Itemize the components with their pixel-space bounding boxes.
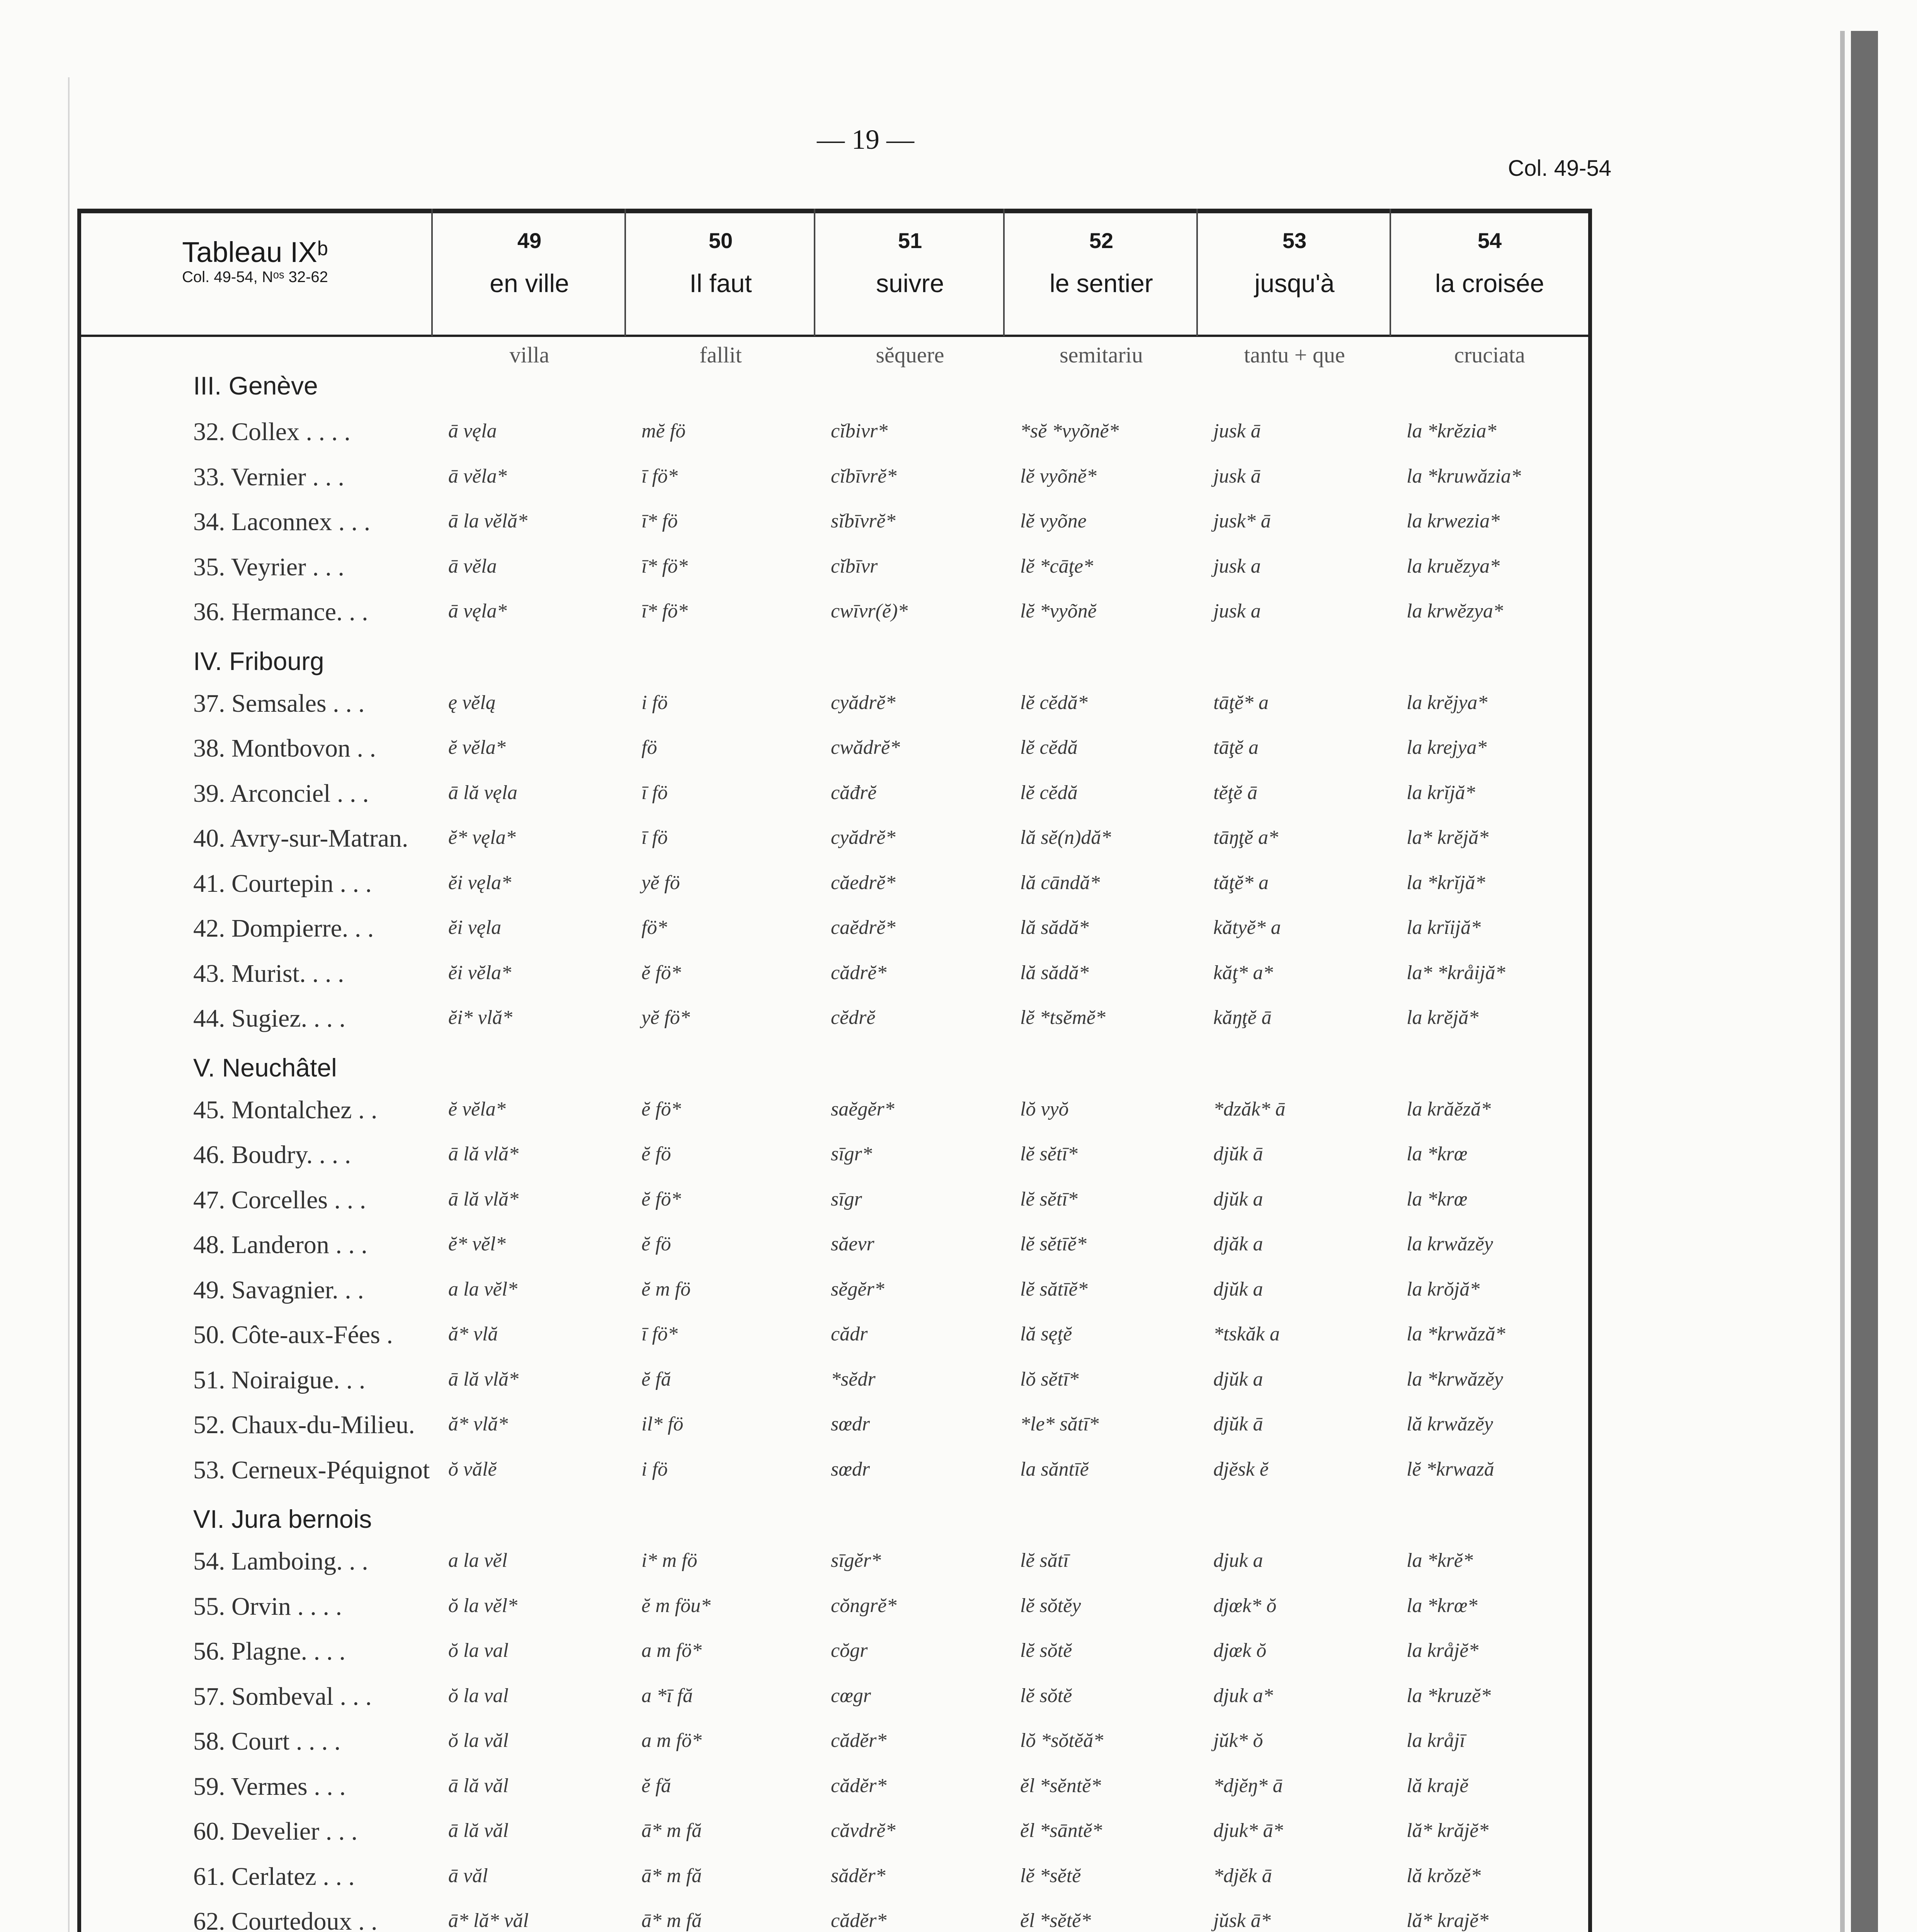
column-header — [1198, 228, 1391, 298]
column-reference: Col. 49-54 — [1508, 156, 1611, 181]
column-header — [626, 228, 815, 298]
dialect-form: a *ī fă — [641, 1684, 693, 1707]
locality-label: 34. Laconnex . . . — [193, 508, 371, 536]
column-word: Il faut — [689, 269, 752, 298]
dialect-form: la krĕjya* — [1407, 691, 1488, 714]
dialect-form: ā vęla — [448, 420, 497, 442]
section-heading: III. Genève — [193, 371, 318, 400]
locality-label: 47. Corcelles . . . — [193, 1185, 366, 1214]
table-top-border — [77, 209, 1592, 213]
dialect-form: ĕ m fö — [641, 1278, 691, 1300]
table-row — [77, 1547, 1592, 1592]
table-row — [77, 1320, 1592, 1365]
dialect-form: ī fö — [641, 827, 668, 849]
dialect-form: la *krœ* — [1407, 1594, 1478, 1617]
table-row — [77, 417, 1592, 462]
dialect-form: jusk a — [1213, 600, 1261, 622]
dialect-form: *tskăk a — [1213, 1323, 1280, 1345]
locality-label: 37. Semsales . . . — [193, 689, 365, 718]
dialect-form: caĕdrĕ* — [831, 917, 896, 939]
dialect-form: ŏ la vĕl* — [448, 1594, 518, 1617]
table-row — [77, 1862, 1592, 1907]
table-row — [77, 1907, 1592, 1932]
dialect-form: i fö — [641, 691, 668, 714]
dialect-form: ā văl — [448, 1864, 488, 1887]
dialect-form: cyădrĕ* — [831, 827, 896, 849]
dialect-form: ī* fö — [641, 510, 678, 532]
dialect-form: la kruĕzya* — [1407, 555, 1500, 577]
column-number: 50 — [708, 228, 733, 253]
column-number: 53 — [1282, 228, 1307, 253]
table-subtitle: Col. 49-54, Nᵒˢ 32-62 — [182, 269, 328, 286]
dialect-form: la *krĕ* — [1407, 1549, 1473, 1571]
dialect-form: a m fö* — [641, 1730, 702, 1752]
dialect-form: cădĕr* — [831, 1774, 887, 1797]
latin-etymon: cruciata — [1454, 342, 1525, 367]
dialect-form: tăţĕ* a — [1213, 871, 1269, 894]
dialect-form: djuk* ā* — [1213, 1820, 1283, 1842]
locality-label: 58. Court . . . . — [193, 1727, 341, 1755]
table-row — [77, 553, 1592, 597]
table-row — [77, 1276, 1592, 1320]
dialect-form: ā* m fă — [641, 1820, 702, 1842]
dialect-form: ĕi vęla* — [448, 871, 512, 894]
column-word: le sentier — [1050, 269, 1153, 298]
dialect-form: la *krĕzia* — [1407, 420, 1497, 442]
dialect-form: lŏ vyŏ — [1020, 1098, 1069, 1120]
dialect-form: il* fö — [641, 1413, 684, 1435]
dialect-form: yĕ fö* — [641, 1007, 690, 1029]
latin-etymon: villa — [509, 342, 549, 367]
dialect-form: ī fö* — [641, 465, 678, 487]
locality-label: 32. Collex . . . . — [193, 418, 350, 446]
locality-label: 50. Côte-aux-Fées . — [193, 1321, 393, 1349]
dialect-form: la săntīĕ — [1020, 1458, 1089, 1480]
dialect-form: la *kruzĕ* — [1407, 1684, 1491, 1707]
column-header — [433, 228, 626, 298]
dialect-form: ā* lă* văl — [448, 1910, 529, 1932]
dialect-form: lă krajĕ — [1407, 1774, 1469, 1797]
locality-label: 46. Boudry. . . . — [193, 1141, 351, 1169]
dialect-form: ă* vlă* — [448, 1413, 508, 1435]
table-row — [77, 824, 1592, 869]
dialect-form: lă krwăzĕy — [1407, 1413, 1493, 1435]
dialect-form: lĕ *krwază — [1407, 1458, 1494, 1480]
dialect-form: ā vęla* — [448, 600, 507, 622]
table-row — [77, 869, 1592, 914]
dialect-form: *sĕdr — [831, 1368, 876, 1390]
dialect-form: lŏ *sŏtĕă* — [1020, 1730, 1104, 1752]
dialect-form: ĕ* vęla* — [448, 827, 516, 849]
table-row — [77, 1230, 1592, 1275]
dialect-form: i fö — [641, 1458, 668, 1480]
header-divider — [77, 335, 1592, 337]
dialect-form: *le* sătī* — [1020, 1413, 1099, 1435]
table-row — [77, 1456, 1592, 1500]
dialect-form: tĕţĕ ā — [1213, 781, 1258, 804]
locality-label: 33. Vernier . . . — [193, 463, 345, 491]
dialect-form: ĕ fă — [641, 1774, 671, 1797]
dialect-form: *djĕŋ* ā — [1213, 1774, 1283, 1797]
locality-label: 42. Dompierre. . . — [193, 914, 374, 942]
table-row — [77, 1095, 1592, 1140]
dialect-form: djŭk a — [1213, 1278, 1263, 1300]
locality-label: 60. Develier . . . — [193, 1817, 358, 1845]
dialect-form: la *krœ — [1407, 1188, 1468, 1210]
dialect-form: lĕ vyõne — [1020, 510, 1087, 532]
dialect-form: la* krĕjă* — [1407, 827, 1489, 849]
page-number: — 19 — — [817, 124, 914, 155]
dialect-form: la krwezia* — [1407, 510, 1500, 532]
table-row — [77, 1592, 1592, 1637]
dialect-form: lĕ sŏtĕy — [1020, 1594, 1081, 1617]
dialect-form: kătyĕ* a — [1213, 917, 1281, 939]
dialect-form: la *krwăzĕy — [1407, 1368, 1503, 1390]
latin-etymon: semitariu — [1060, 342, 1143, 367]
dialect-form: lĕ *cāţe* — [1020, 555, 1094, 577]
dialect-form: cyădrĕ* — [831, 691, 896, 714]
dialect-form: ā lă vęla — [448, 781, 518, 804]
dialect-form: ĕ vĕla* — [448, 736, 506, 759]
dialect-form: cădĕr* — [831, 1910, 887, 1932]
dialect-form: la krĭjă* — [1407, 781, 1475, 804]
dialect-form: ī fö* — [641, 1323, 678, 1345]
dialect-form: săevr — [831, 1233, 874, 1255]
dialect-form: ĕ* vĕl* — [448, 1233, 506, 1255]
dialect-form: kăţ* a* — [1213, 961, 1273, 984]
dialect-form: lĕ sătī — [1020, 1549, 1069, 1571]
dialect-form: lă sęţĕ — [1020, 1323, 1072, 1345]
dialect-form: kăŋţĕ ā — [1213, 1007, 1272, 1029]
dialect-form: jusk a — [1213, 555, 1261, 577]
dialect-form: cădr — [831, 1323, 868, 1345]
dialect-form: ĕ fö* — [641, 1188, 681, 1210]
dialect-form: lĕ vyõnĕ* — [1020, 465, 1097, 487]
dialect-form: lĕ *sĕtĕ — [1020, 1864, 1081, 1887]
locality-label: 41. Courtepin . . . — [193, 869, 372, 898]
dialect-form: saĕgĕr* — [831, 1098, 895, 1120]
dialect-form: djŭk a — [1213, 1188, 1263, 1210]
locality-label: 51. Noiraigue. . . — [193, 1366, 366, 1394]
dialect-form: sīgr — [831, 1188, 862, 1210]
dialect-form: la *kruwăzia* — [1407, 465, 1521, 487]
dialect-form: ŏ la văl — [448, 1730, 509, 1752]
column-word: la croisée — [1435, 269, 1544, 298]
dialect-form: la kråjī — [1407, 1730, 1465, 1752]
dialect-form: ĕ fö* — [641, 961, 681, 984]
dialect-form: ī* fö* — [641, 555, 688, 577]
locality-label: 57. Sombeval . . . — [193, 1682, 372, 1711]
locality-label: 54. Lamboing. . . — [193, 1547, 368, 1575]
dialect-form: ā lă vlă* — [448, 1368, 519, 1390]
dialect-form: djœk* ŏ — [1213, 1594, 1277, 1617]
locality-label: 38. Montbovon . . — [193, 734, 376, 762]
table-row — [77, 734, 1592, 779]
column-word: jusqu'à — [1254, 269, 1335, 298]
dialect-form: ĕ fö — [641, 1143, 671, 1165]
column-word: en ville — [490, 269, 569, 298]
dialect-form: la krĕjă* — [1407, 1007, 1479, 1029]
dialect-form: tāţĕ* a — [1213, 691, 1269, 714]
table-row — [77, 1817, 1592, 1862]
dialect-form: ĕ vĕla* — [448, 1098, 506, 1120]
column-number: 49 — [517, 228, 542, 253]
dialect-form: lă* krăjĕ* — [1407, 1820, 1489, 1842]
dialect-form: ā vĕla* — [448, 465, 507, 487]
dialect-form: sădĕr* — [831, 1864, 886, 1887]
dialect-form: mĕ fö — [641, 420, 686, 442]
dialect-form: la krĭijă* — [1407, 917, 1481, 939]
dialect-form: ā lă vlă* — [448, 1143, 519, 1165]
dialect-form: jusk ā — [1213, 420, 1261, 442]
dialect-form: ĕ m föu* — [641, 1594, 711, 1617]
table-title: Tableau IXᵇ — [182, 236, 328, 268]
dialect-form: lĕ sătīĕ* — [1020, 1278, 1088, 1300]
dialect-form: jŭsk ā* — [1213, 1910, 1271, 1932]
dialect-form: ā vĕla — [448, 555, 497, 577]
dialect-form: cwădrĕ* — [831, 736, 900, 759]
dialect-form: lă cāndă* — [1020, 871, 1100, 894]
latin-etymon: fallit — [699, 342, 742, 367]
table-row — [77, 779, 1592, 824]
dialect-form: ĕl *sĕntĕ* — [1020, 1774, 1101, 1797]
dialect-form: cĕdrĕ — [831, 1007, 876, 1029]
dialect-form: ā* m fă — [641, 1910, 702, 1932]
column-number: 52 — [1089, 228, 1114, 253]
dialect-form: ŏ vălĕ — [448, 1458, 497, 1480]
dialect-form: ā lă văl — [448, 1820, 509, 1842]
dialect-form: cœgr — [831, 1684, 871, 1707]
dialect-form: lĕ cĕdă* — [1020, 691, 1088, 714]
dialect-form: ĕi vęla — [448, 917, 502, 939]
table-row — [77, 463, 1592, 507]
dialect-form: cădrĕ* — [831, 961, 887, 984]
dialect-form: la krwĕzya* — [1407, 600, 1503, 622]
dialect-form: ĕi* vlă* — [448, 1007, 513, 1029]
dialect-form: cĭbīvrĕ* — [831, 465, 897, 487]
dialect-form: ĕ fö* — [641, 1098, 681, 1120]
dialect-form: lĕ cĕdă — [1020, 736, 1078, 759]
dialect-form: la* *kråijă* — [1407, 961, 1505, 984]
table-row — [77, 1637, 1592, 1682]
column-number: 54 — [1477, 228, 1502, 253]
dialect-form: djuk a — [1213, 1549, 1263, 1571]
dialect-form: *sĕ *vyõnĕ* — [1020, 420, 1119, 442]
dialect-form: djăk a — [1213, 1233, 1263, 1255]
locality-label: 52. Chaux-du-Milieu. — [193, 1411, 415, 1439]
dialect-form: la krwăzĕy — [1407, 1233, 1493, 1255]
dialect-form: ĕ fă — [641, 1368, 671, 1390]
dialect-form: ĕi vĕla* — [448, 961, 512, 984]
locality-label: 45. Montalchez . . — [193, 1095, 378, 1124]
left-margin-rule — [68, 77, 70, 1932]
dialect-form: lĕ sĕtīĕ* — [1020, 1233, 1087, 1255]
dialect-form: sœdr — [831, 1458, 870, 1480]
dialect-form: lĕ sĕtī* — [1020, 1188, 1078, 1210]
column-number: 51 — [898, 228, 922, 253]
dialect-form: lă sădă* — [1020, 961, 1089, 984]
dialect-form: la krejya* — [1407, 736, 1487, 759]
table-row — [77, 914, 1592, 959]
dialect-form: jusk* ā — [1213, 510, 1271, 532]
dialect-form: djŭk ā — [1213, 1143, 1263, 1165]
column-header — [1391, 228, 1588, 298]
table-row — [77, 1772, 1592, 1817]
dialect-form: lă sĕ(n)dă* — [1020, 827, 1111, 849]
dialect-form: ā* m fă — [641, 1864, 702, 1887]
locality-label: 35. Veyrier . . . — [193, 553, 345, 581]
dialect-form: ĕ fö — [641, 1233, 671, 1255]
dialect-form: i* m fö — [641, 1549, 697, 1571]
locality-label: 39. Arconciel . . . — [193, 779, 369, 808]
locality-label: 55. Orvin . . . . — [193, 1592, 342, 1621]
locality-label: 56. Plagne. . . . — [193, 1637, 346, 1665]
table-row — [77, 597, 1592, 642]
dialect-form: ĕl *sāntĕ* — [1020, 1820, 1102, 1842]
latin-etymon: tantu + que — [1244, 342, 1345, 367]
table-row — [77, 1682, 1592, 1727]
dialect-form: la kråjĕ* — [1407, 1639, 1479, 1662]
dialect-form: lă sădă* — [1020, 917, 1089, 939]
table-row — [77, 507, 1592, 552]
dialect-form: lă* krajĕ* — [1407, 1910, 1489, 1932]
data-table — [77, 209, 1592, 1932]
dialect-form: djĕsk ĕ — [1213, 1458, 1269, 1480]
dialect-form: jusk ā — [1213, 465, 1261, 487]
column-header — [815, 228, 1005, 298]
dialect-form: la krŏjă* — [1407, 1278, 1480, 1300]
table-row — [77, 1727, 1592, 1772]
dialect-form: *dzăk* ā — [1213, 1098, 1286, 1120]
locality-label: 49. Savagnier. . . — [193, 1276, 364, 1304]
locality-label: 53. Cerneux-Péquignot — [193, 1456, 430, 1484]
dialect-form: sĭbīvrĕ* — [831, 510, 896, 532]
dialect-form: a la vĕl* — [448, 1278, 518, 1300]
dialect-form: yĕ fö — [641, 871, 680, 894]
latin-etymon: sĕquere — [876, 342, 944, 367]
dialect-form: lĕ sŏtĕ — [1020, 1639, 1072, 1662]
dialect-form: lĕ cĕdă — [1020, 781, 1078, 804]
table-row — [77, 959, 1592, 1004]
dialect-form: ī* fö* — [641, 600, 688, 622]
locality-label: 40. Avry-sur-Matran. — [193, 824, 408, 852]
dialect-form: ī fö — [641, 781, 668, 804]
dialect-form: ā lă văl — [448, 1774, 509, 1797]
dialect-form: lĕ *tsĕmĕ* — [1020, 1007, 1106, 1029]
locality-label: 61. Cerlatez . . . — [193, 1862, 355, 1891]
dialect-form: sīgĕr* — [831, 1549, 881, 1571]
dialect-form: cĭbīvr — [831, 555, 878, 577]
dialect-form: *djĕk ā — [1213, 1864, 1272, 1887]
table-title-block — [81, 236, 429, 286]
table-row — [77, 1410, 1592, 1455]
dialect-form: ā lă vlă* — [448, 1188, 519, 1210]
dialect-form: ā la vĕlă* — [448, 510, 528, 532]
dialect-form: ŏ la val — [448, 1684, 509, 1707]
dialect-form: cădĕr* — [831, 1730, 887, 1752]
dialect-form: ę vĕlą — [448, 691, 496, 714]
dialect-form: lĕ sŏtĕ — [1020, 1684, 1072, 1707]
dialect-form: sœdr — [831, 1413, 870, 1435]
column-header — [1005, 228, 1198, 298]
dialect-form: ĕl *sĕtĕ* — [1020, 1910, 1091, 1932]
column-word: suivre — [876, 269, 944, 298]
dialect-form: căedrĕ* — [831, 871, 896, 894]
dialect-form: sīgr* — [831, 1143, 872, 1165]
table-row — [77, 689, 1592, 734]
locality-label: 62. Courtedoux . . — [193, 1907, 378, 1932]
dialect-form: djœk ŏ — [1213, 1639, 1267, 1662]
binding-edge-light — [1840, 31, 1845, 1932]
dialect-form: la *krwăză* — [1407, 1323, 1505, 1345]
dialect-form: căvdrĕ* — [831, 1820, 896, 1842]
dialect-form: la krăĕză* — [1407, 1098, 1491, 1120]
dialect-form: lŏ sĕtī* — [1020, 1368, 1079, 1390]
dialect-form: djŭk a — [1213, 1368, 1263, 1390]
table-row — [77, 1004, 1592, 1049]
section-heading: VI. Jura bernois — [193, 1505, 372, 1533]
binding-edge — [1851, 31, 1878, 1932]
dialect-form: djŭk ā — [1213, 1413, 1263, 1435]
locality-label: 59. Vermes . . . — [193, 1772, 346, 1801]
dialect-form: lă krŏzĕ* — [1407, 1864, 1481, 1887]
dialect-form: lĕ sĕtī* — [1020, 1143, 1078, 1165]
locality-label: 43. Murist. . . . — [193, 959, 344, 988]
dialect-form: a la vĕl — [448, 1549, 508, 1571]
dialect-form: djuk a* — [1213, 1684, 1273, 1707]
dialect-form: fö — [641, 736, 657, 759]
locality-label: 44. Sugiez. . . . — [193, 1004, 346, 1032]
section-heading: IV. Fribourg — [193, 646, 324, 675]
dialect-form: jŭk* ŏ — [1213, 1730, 1263, 1752]
locality-label: 36. Hermance. . . — [193, 598, 368, 626]
dialect-form: cŏngrĕ* — [831, 1594, 897, 1617]
dialect-form: la *krĭjă* — [1407, 871, 1485, 894]
locality-label: 48. Landeron . . . — [193, 1231, 367, 1259]
dialect-form: cĭbivr* — [831, 420, 888, 442]
dialect-form: ă* vlă — [448, 1323, 498, 1345]
dialect-form: cwīvr(ĕ)* — [831, 600, 908, 622]
table-row — [77, 1140, 1592, 1185]
table-row — [77, 1185, 1592, 1230]
section-heading: V. Neuchâtel — [193, 1053, 337, 1082]
table-row — [77, 1366, 1592, 1410]
dialect-form: la *krœ — [1407, 1143, 1468, 1165]
dialect-form: căđrĕ — [831, 781, 877, 804]
dialect-form: fö* — [641, 917, 667, 939]
dialect-form: ŏ la val — [448, 1639, 509, 1662]
dialect-form: tāŋţĕ a* — [1213, 827, 1279, 849]
dialect-form: sĕgĕr* — [831, 1278, 885, 1300]
dialect-form: tāţĕ a — [1213, 736, 1259, 759]
dialect-form: lĕ *vyõnĕ — [1020, 600, 1097, 622]
dialect-form: cŏgr — [831, 1639, 868, 1662]
dialect-form: a m fö* — [641, 1639, 702, 1662]
